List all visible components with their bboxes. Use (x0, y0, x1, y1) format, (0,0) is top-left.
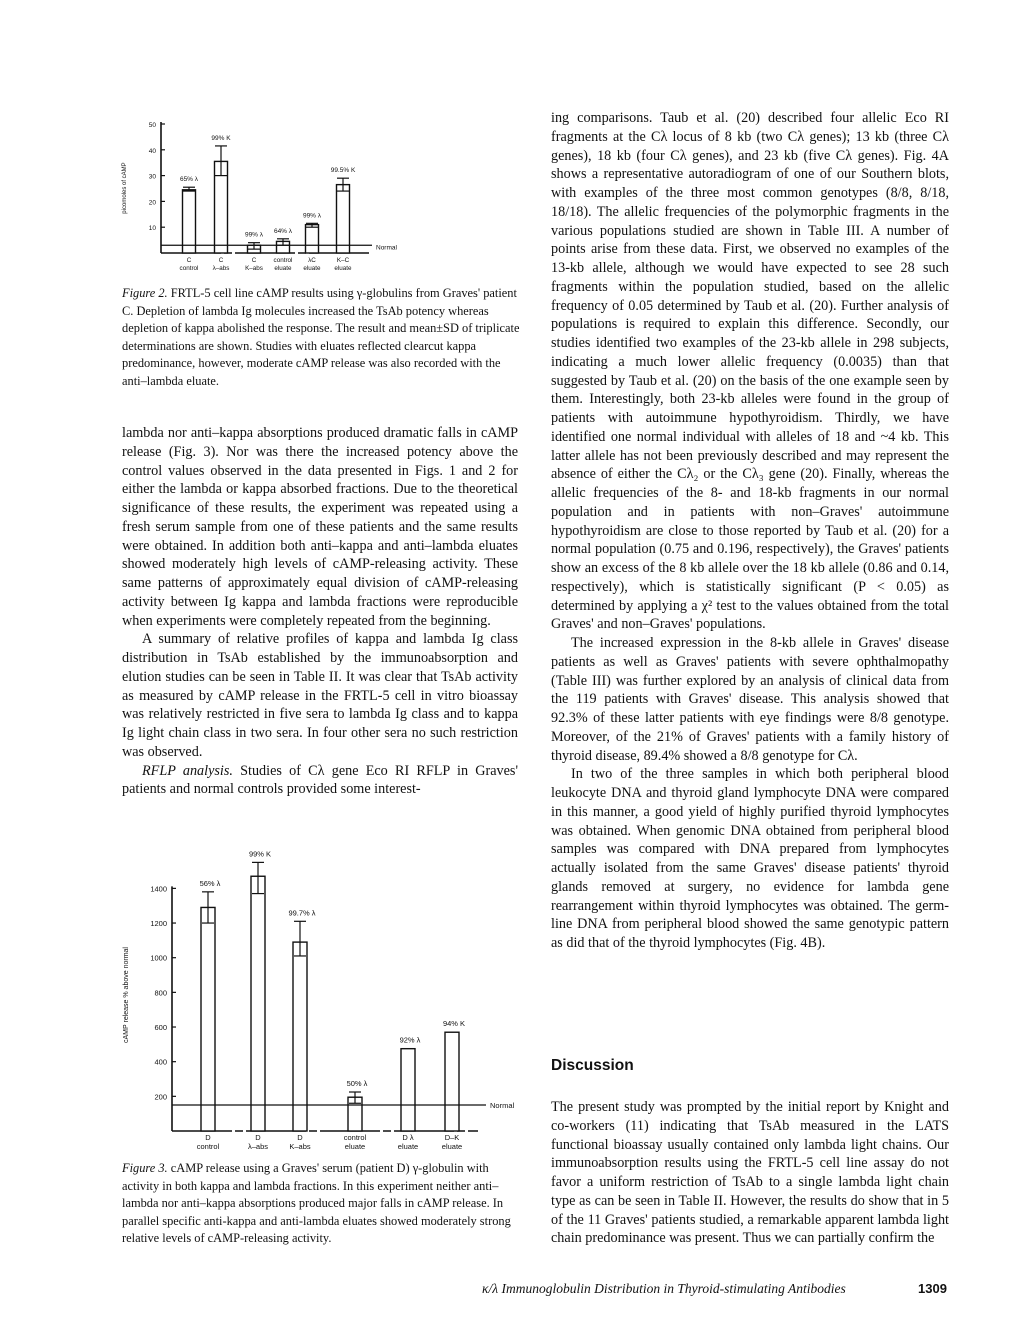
x-tick-label: D (255, 1133, 261, 1142)
x-tick-label: eluate (274, 265, 292, 272)
y-tick-label: 200 (154, 1092, 167, 1102)
body-paragraph: A summary of relative profiles of kappa and lambda Ig class distribution in TsAb established by the immunoabsorption and elution studies can be seen in Table II. It was clear that TsAb activity as measured by cAMP release in the FRTL-5 cell in vitro bioassay was relatively restricted in five sera to lambda Ig class and to kappa Ig light chain class in two sera. In four other sera no such restriction was observed. (122, 631, 518, 760)
body-paragraph: The present study was prompted by the initial report by Knight and co-workers (11) indicating that TsAb measured in the LATS functional bioassay usually contained only lambda light chains. Our immunoabsorption results using the FRTL-5 cell line assay do not favor a uniform restriction of TsAb to a single lambda light chain type as can be seen in Table II. However, the results do show that in 5 of the 11 Graves' patients studied, a remarkable apparent lambda light chain predominance was present. Thus we can partially confirm the (551, 1099, 949, 1247)
y-tick-label: 400 (154, 1057, 167, 1067)
x-tick-label: K–C (336, 257, 350, 264)
y-tick-label: 30 (148, 173, 156, 181)
normal-reference-label: Normal (376, 244, 397, 252)
data-label: 56% λ (199, 878, 221, 888)
bar (201, 907, 215, 1131)
bar (445, 1032, 459, 1131)
data-label: 99% λ (244, 231, 264, 239)
rflp-heading: RFLP analysis. (142, 762, 233, 779)
body-paragraph: The increased expression in the 8-kb allele in Graves' disease patients as well as Graves' patients with severe ophthalmopathy (Table III) was further explored by an analysis of clinical data from the 119 patients with Graves' disease. This analysis showed that 92.3% of these latter patients with eye findings were 8/8 genotype. Moreover, of the 21% of Graves' patients with a family history of thyroid disease, 89.4% showed a 8/8 genotype for Cλ. (551, 635, 949, 764)
y-tick-label: 1000 (150, 953, 167, 963)
x-tick-label: eluate (334, 265, 352, 272)
y-axis-label: cAMP release % above normal (123, 947, 130, 1043)
x-tick-label: control (343, 1133, 367, 1142)
data-label: 64% λ (273, 227, 293, 235)
x-tick-label: D–K (444, 1133, 460, 1142)
x-tick-label: control (273, 257, 293, 264)
page-number: 1309 (918, 1281, 947, 1296)
y-tick-label: 10 (148, 225, 156, 233)
y-tick-label: 1200 (150, 919, 167, 929)
data-label: 99.5% K (330, 167, 356, 175)
data-label: 99% K (248, 849, 272, 859)
body-paragraph: In two of the three samples in which both peripheral blood leukocyte DNA and thyroid gland lymphocyte DNA were compared in this manner, a good yield of highly purified thyroid lymphocytes was obtained. When genomic DNA obtained from peripheral blood samples was compared with DNA prepared from lymphocytes actually isolated from the same Graves' disease patients' thyroid glands removed at surgery, no evidence for lambda gene rearrangement within thyroid lymphocytes was obtained. The germ-line DNA from peripheral blood showed the same genotypic pattern as did that of the thyroid lymphocytes (Fig. 4B). (551, 766, 949, 951)
x-tick-label: control (196, 1142, 220, 1151)
x-tick-label: K–abs (289, 1142, 311, 1151)
data-label: 99.7% λ (288, 908, 316, 918)
x-tick-label: D λ (402, 1133, 414, 1142)
discussion-body (551, 1098, 949, 1248)
x-tick-label: D (297, 1133, 303, 1142)
y-tick-label: 600 (154, 1023, 167, 1033)
y-tick-label: 1400 (150, 884, 167, 894)
figure-2-caption-label: Figure 2. (122, 286, 168, 300)
normal-reference-label: Normal (490, 1101, 515, 1111)
y-tick-label: 20 (148, 199, 156, 207)
x-tick-label: eluate (397, 1142, 419, 1151)
data-label: 99% λ (302, 212, 322, 220)
y-tick-label: 800 (154, 988, 167, 998)
x-tick-label: D (205, 1133, 211, 1142)
data-label: 92% λ (399, 1035, 421, 1045)
data-label: 94% K (442, 1019, 466, 1029)
x-tick-label: λ–abs (247, 1142, 269, 1151)
y-axis-label: picomoles of cAMP (122, 162, 128, 214)
x-tick-label: K–abs (245, 265, 263, 272)
discussion-heading: Discussion (551, 1057, 634, 1074)
data-label: 65% λ (179, 176, 199, 184)
x-tick-label: C (218, 257, 224, 264)
running-title: κ/λ Immunoglobulin Distribution in Thyroid-stimulating Antibodies (482, 1281, 846, 1296)
rflp-text: Studies of Cλ gene Eco RI RFLP in Graves' patients and normal controls provided some interest- (122, 762, 518, 798)
x-tick-label: eluate (441, 1142, 463, 1151)
x-tick-label: λC (308, 257, 316, 264)
y-tick-label: 40 (148, 147, 156, 155)
figure-3-caption-text: cAMP release using a Graves' serum (patient D) γ-globulin with activity in both kappa and lambda fractions. In this experiment neither anti–lambda nor anti–kappa absorptions produced major falls in cAMP release. In parallel specific anti-kappa and anti-lambda eluates showed moderately strong relative levels of cAMP-releasing activity. (122, 1161, 511, 1245)
bar (401, 1049, 415, 1131)
x-tick-label: C (251, 257, 257, 264)
x-tick-label: control (179, 265, 199, 272)
right-column-body (551, 109, 949, 953)
x-tick-label: eluate (303, 265, 321, 272)
body-paragraph: ing comparisons. Taub et al. (20) described four allelic Eco RI fragments at the Cλ locus of 8 kb (two Cλ genes); 13 kb (three Cλ genes), 18 kb (four Cλ genes), and 23 kb (five Cλ genes). Fig. 4A shows a representative autoradiogram of one of our Southern blots, with examples of the three most common genotypes (8/8, 8/18, 18/18). The allelic frequencies of the polymorphic fragments in the various populations studied are shown in Table III. A number of points arise from these data. First, we observed no examples of the 13-kb allele, although we would have expected to see 28 such fragments within the population studied, based on the allelic frequency of 0.05 determined by Taub et al. (20). Further analysis of populations is required to explain this difference. Secondly, our studies identified two examples of the 23-kb allele in 298 subjects, indicating a much lower allelic frequency (0.0035) than that suggested by Taub et al. (20) on the basis of the one example seen by them. Interestingly, both 23-kb alleles were found in the group of patients with autoimmune hypothyroidism. Thirdly, we have identified one normal individual with alleles of 18 and ~4 kb. This latter allele has not been previously described and may represent the absence of either the Cλ₂ or the Cλ₃ gene (20). Finally, whereas the allelic frequencies of the 8- and 18-kb fragments in our normal population and in patients with non–Graves' autoimmune hypothyroidism are close to those reported by Taub et al. (20) for a normal population (0.75 and 0.196, respectively), the Graves' patients show an excess of the 8 kb allele over the 18 kb allele (0.86 and 0.14, respectively), which is statistically significant (P < 0.05) as determined by applying a χ² test to the values obtained from the total Graves' and non–Graves' populations. (551, 110, 949, 633)
data-label: 50% λ (346, 1079, 368, 1089)
x-tick-label: eluate (344, 1142, 366, 1151)
x-tick-label: λ–abs (212, 265, 230, 272)
figure-3-caption (122, 1160, 522, 1248)
bar (251, 876, 265, 1131)
figure-3-caption-label: Figure 3. (122, 1161, 168, 1175)
body-paragraph: lambda nor anti–kappa absorptions produced dramatic falls in cAMP release (Fig. 3). Nor was there the increased potency above the control values observed in the data presented in Figs. 1 and 2 for either the lambda or kappa absorbed fractions. Due to the theoretical significance of these results, the experiment was repeated using a fresh serum sample from one of these patients and the same results were obtained. In addition both anti–kappa and anti–lambda eluates showed moderately high levels of cAMP-releasing activity. These same patterns of approximately equal division of cAMP-releasing activity between Ig kappa and lambda fractions were reproducible when experiments were completely repeated from the beginning. (122, 425, 518, 629)
figure-2-caption-text: FRTL-5 cell line cAMP results using γ-globulins from Graves' patient C. Depletion of lambda Ig molecules increased the TsAb potency whereas depletion of kappa abolished the response. The result and mean±SD of triplicate determinations are shown. Studies with eluates reflected clearcut kappa predominance, however, moderate cAMP release was also recorded with the anti–lambda eluate. (122, 286, 520, 388)
x-tick-label: C (186, 257, 192, 264)
bar (293, 942, 307, 1131)
y-tick-label: 50 (148, 122, 156, 129)
data-label: 99% K (211, 134, 231, 142)
